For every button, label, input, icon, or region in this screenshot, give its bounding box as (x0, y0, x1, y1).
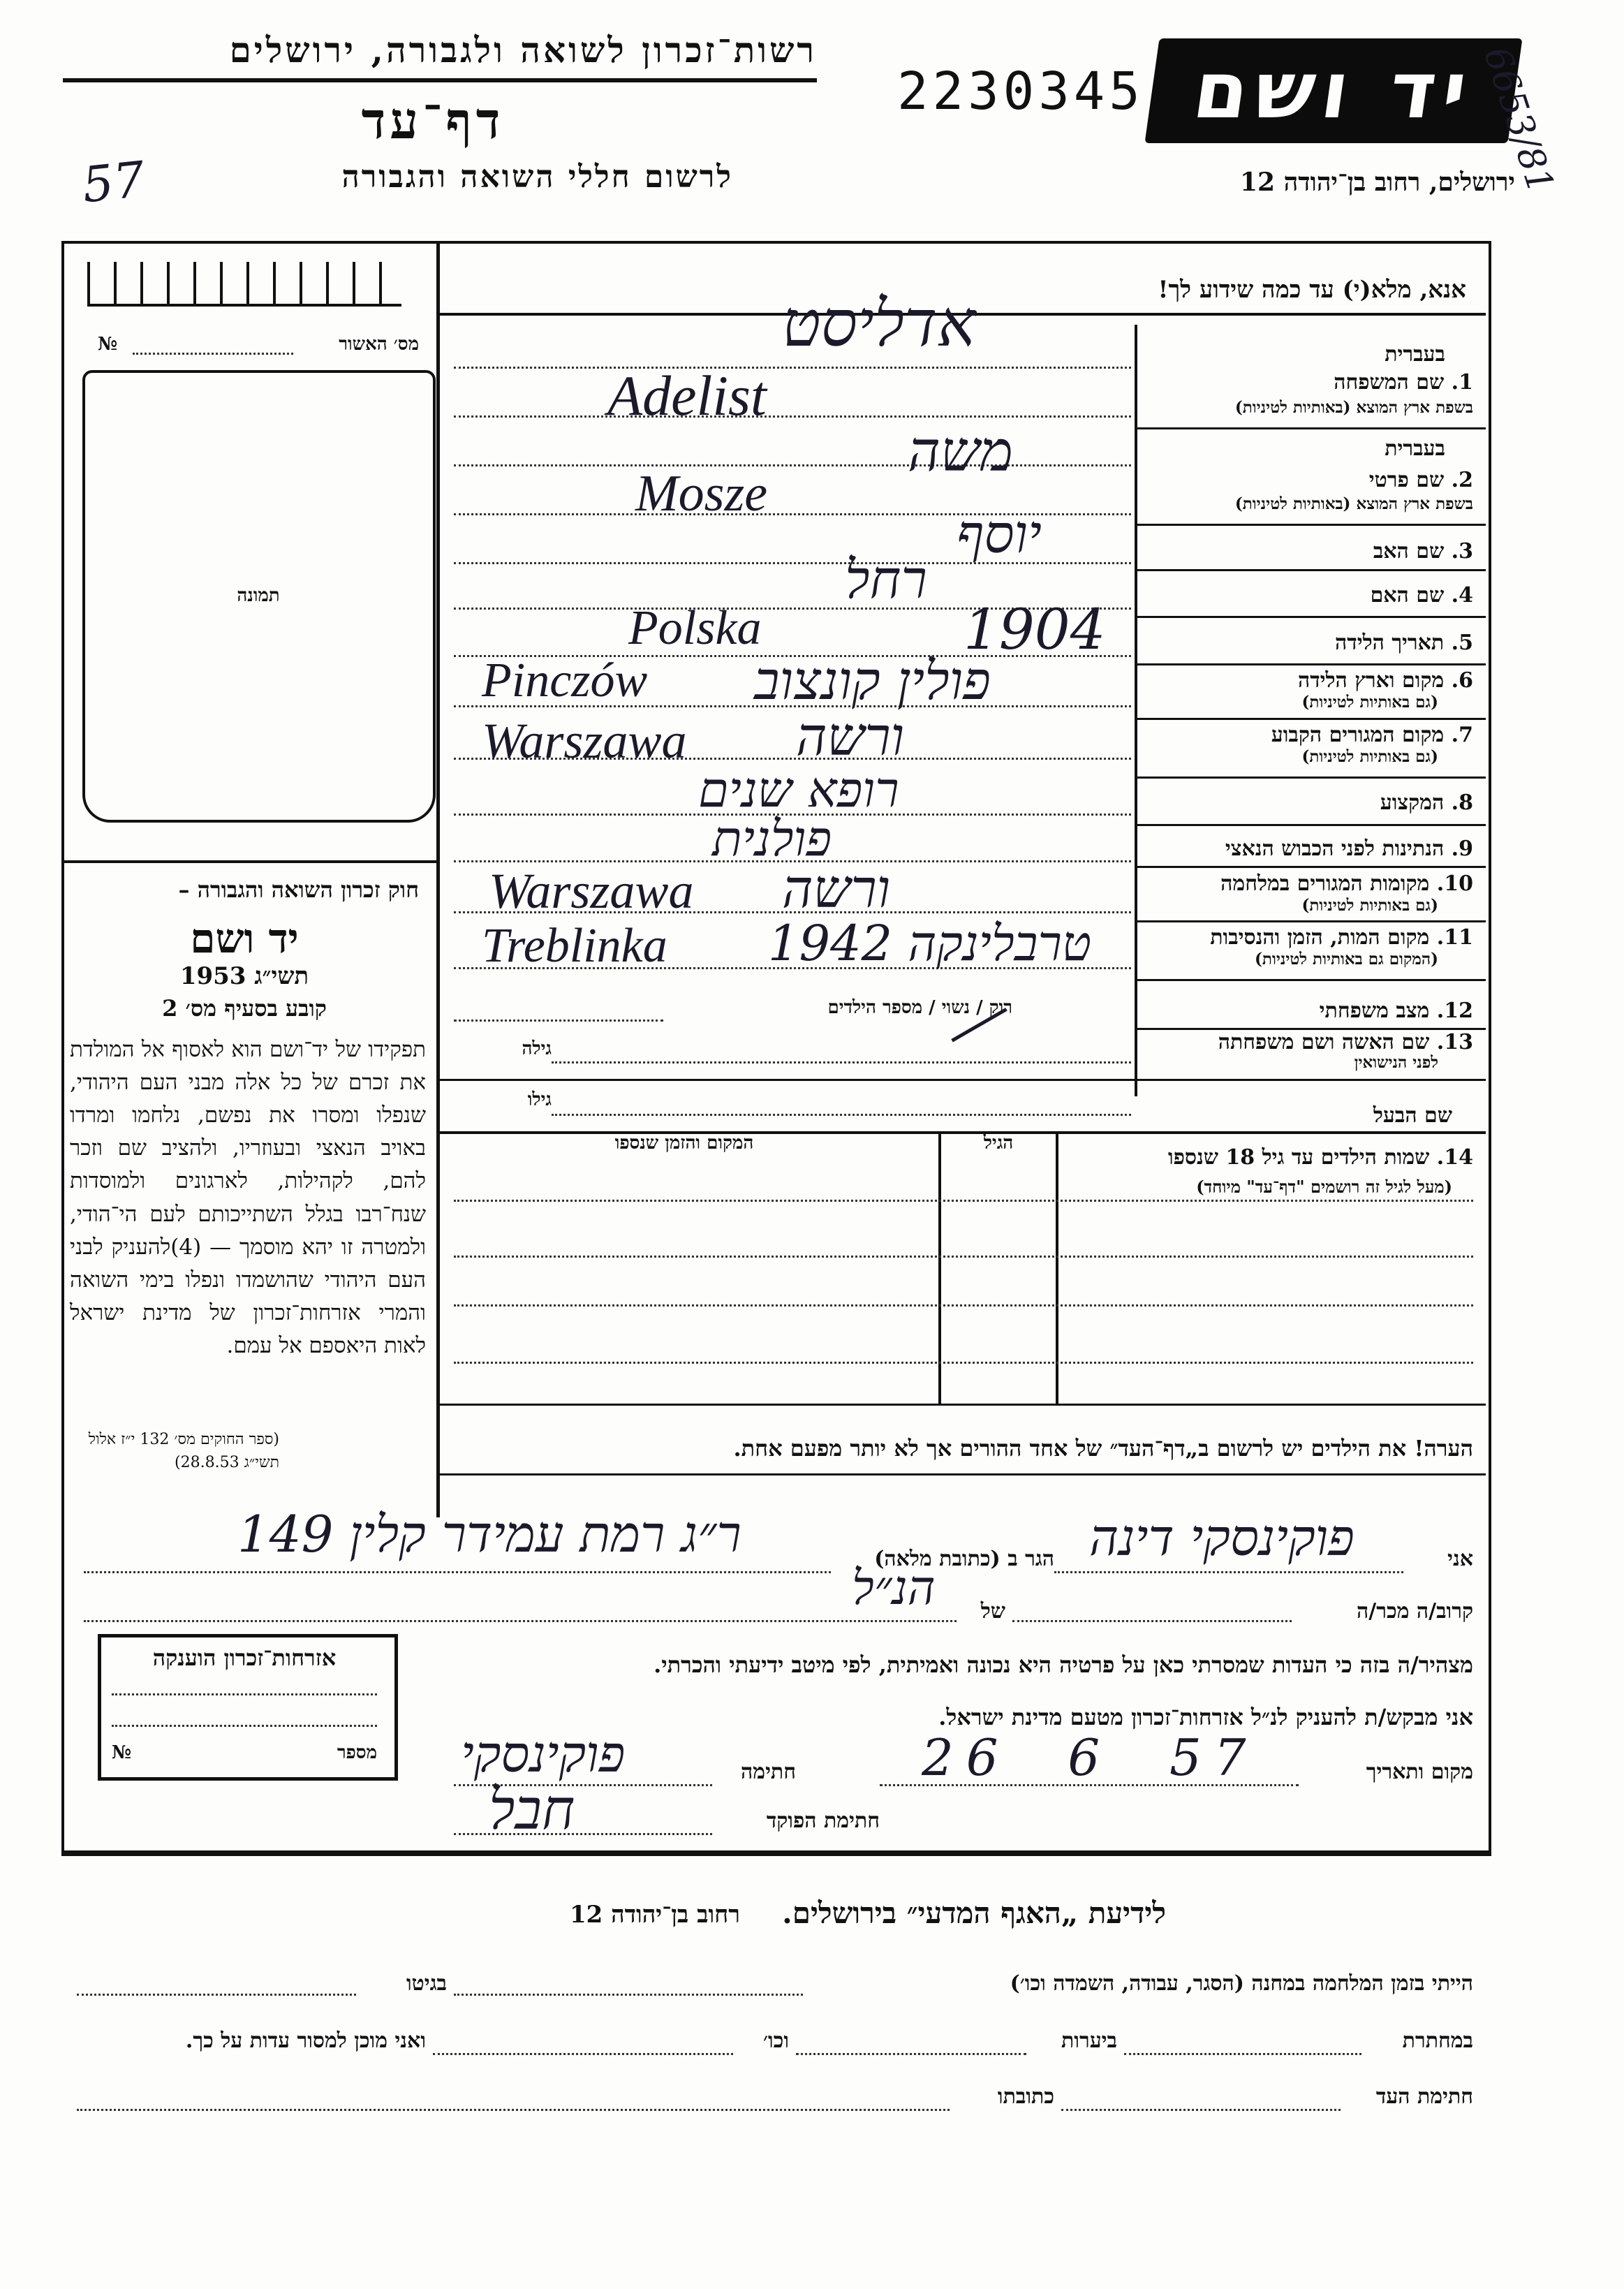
field-3-rule (1137, 569, 1486, 571)
field-6-value-latin: Pinczów (482, 654, 648, 707)
field-10-value-latin: Warszawa (489, 863, 694, 919)
citizenship-number-label: מספר (337, 1742, 377, 1763)
decl-i-label: אני (1447, 1547, 1473, 1571)
children-row-3 (454, 1304, 1473, 1307)
footer-line2-forests (796, 2053, 1026, 2055)
decl-signature-label: חתימה (741, 1760, 796, 1784)
field-6-sub: (גם באותיות לטיניות) (1301, 693, 1438, 712)
children-row-1 (454, 1200, 1473, 1202)
field-4-label: 4. שם האם (1370, 583, 1473, 608)
footer-rule (61, 1850, 1489, 1855)
field-10-value-he: ורשה (782, 858, 891, 920)
children-row-2 (454, 1256, 1473, 1258)
field-2-hebrew-tag: בעברית (1385, 436, 1445, 461)
note-rule (438, 1473, 1486, 1475)
intro-text: אנא, מלא(י) עד כמה שידוע לך! (1158, 276, 1466, 304)
left-note: 57 (79, 150, 148, 214)
decl-living-label: הגר ב (כתובת מלאה) (874, 1547, 1054, 1571)
footer-line3-address (77, 2109, 950, 2111)
header-underline (63, 78, 817, 82)
field-8-rule (1137, 824, 1486, 826)
decl-request: אני מבקש/ת להעניק לנ״ל אזרחות־זכרון מטעם מדינת ישראל. (938, 1704, 1473, 1730)
logo-text: יד ושם (1188, 45, 1479, 136)
wife-name-line (552, 1061, 1131, 1063)
note-text: הערה! את הילדים יש לרשום ב„דף־העד״ של אחד ההורים אך לא יותר מפעם אחת. (733, 1435, 1473, 1462)
field-1-sub: בשפת ארץ המוצא (באותיות לטיניות) (1234, 398, 1473, 417)
field-6-rule (1137, 718, 1486, 720)
decl-name-value: פוקינסקי דינה (1089, 1508, 1354, 1567)
field-7-sub: (גם באותיות לטיניות) (1301, 747, 1438, 766)
field-12-line (454, 1020, 663, 1022)
cert-tick-marks (87, 262, 401, 307)
field-1-label: 1. שם המשפחה (1334, 370, 1473, 395)
footer-line2-b: ביערות (1061, 2029, 1117, 2053)
field-6-label: 6. מקום וארץ הלידה (1297, 668, 1473, 693)
cert-number-line (133, 353, 293, 355)
field-10-sub: (גם באותיות לטיניות) (1301, 896, 1438, 915)
decl-statement: מצהיר/ה בזה כי העדות שמסרתי כאן על פרטיה היא נכונה ואמיתית, לפי מיטב ידיעתי והכרתי. (654, 1651, 1473, 1678)
form-subtitle: לרשום חללי השואה והגבורה (341, 159, 733, 195)
field-1-value-latin: Adelist (607, 364, 767, 427)
footer-line2-c: וכו׳ (763, 2029, 789, 2053)
children-sub: (מעל לגיל זה רושמים "דף־עד" מיוחד) (1196, 1177, 1452, 1197)
footer-line1-b: בגיטו (406, 1971, 447, 1996)
field-9-label: 9. הנתינות לפני הכבוש הנאצי (1225, 837, 1473, 861)
law-clause: קובע בסעיף מס׳ 2 (162, 995, 327, 1022)
decl-name-line (1054, 1571, 1403, 1573)
decl-officer-label: חתימת הפוקד (766, 1809, 880, 1833)
footer-line2-a: במחתרת (1402, 2029, 1473, 2053)
field-2-label: 2. שם פרטי (1368, 468, 1473, 492)
cert-no-symbol: № (98, 334, 118, 355)
children-row-4 (454, 1362, 1473, 1364)
law-box-top-rule (61, 860, 438, 863)
footer-line3-signature (1061, 2109, 1341, 2111)
children-bottom-rule (438, 1404, 1486, 1406)
field-1-value-he: אדליסט (782, 286, 976, 361)
field-7-rule (1137, 777, 1486, 779)
wife-age-label: גילה (522, 1038, 552, 1059)
field-5-rule (1137, 663, 1486, 665)
field-9-rule (1137, 866, 1486, 868)
field-11-sub: (המקום גם באותיות לטיניות) (1255, 950, 1438, 969)
field-11-value-latin: Treblinka (482, 919, 667, 973)
footer-title-a: לידיעת „האגף המדעי״ בירושלים. (782, 1896, 1166, 1930)
law-text: תפקידו של יד־ושם הוא לאסוף אל המולדת את זכרם של כל אלה מבני העם היהודי, שנפלו ומסרו את נפשם, נלחמו ומרדו באויב הנאצי ובעוזריו, ולהציב שם וזכר להם, לקהילות, לארגונים ולמוסדות שנח־רבו בגלל השתייכותם לעם הי־הודי, ולמטרה זו יהא מוסמך — (4)להעניק לבני העם היהודי שהושמדו ונפלו בימי השואה והמרי אזרחות־זכרון של מדינת ישראל לאות היאספם אל עמם. (70, 1037, 427, 1358)
citizenship-line-2 (112, 1725, 377, 1727)
field-7-value-latin: Warszawa (482, 713, 687, 769)
field-12-label: 12. מצב משפחתי (1319, 999, 1473, 1023)
field-1-hebrew-tag: בעברית (1385, 342, 1445, 367)
field-11-value-he: טרבלינקה 1942 (768, 915, 1092, 972)
citizenship-title: אזרחות־זכרון הוענקה (152, 1644, 337, 1671)
col-place-header: המקום והזמן שנספו (614, 1133, 754, 1154)
citizenship-no-symbol: № (112, 1742, 132, 1763)
cert-number-label: מס׳ האשור (339, 334, 419, 355)
field-6-country-latin: Polska (628, 601, 762, 655)
photo-label: תמונה (237, 585, 280, 606)
field-2-value-he: משה (908, 419, 1013, 484)
field-13-label: 13. שם האשה ושם משפחתה (1218, 1030, 1473, 1054)
address: ירושלים, רחוב בן־יהודה 12 (1239, 168, 1515, 197)
left-column-divider (436, 241, 440, 1517)
footer-line1-ghetto (77, 1994, 356, 1996)
husband-age-label: גילו (527, 1089, 552, 1110)
law-title: חוק זכרון השואה והגבורה – (178, 876, 419, 903)
footer-line1-camp (454, 1994, 803, 1996)
husband-name-line (552, 1114, 1131, 1116)
children-divider-label (1056, 1133, 1058, 1405)
decl-address-value: ר״ג רמת עמידר קלין 149 (237, 1505, 741, 1563)
decl-of-label: של (980, 1599, 1005, 1624)
footer-line2-underground (1124, 2053, 1361, 2055)
field-9-value: פולנית (712, 810, 832, 867)
field-13-rule (438, 1079, 1486, 1081)
law-source: (ספר החוקים מס׳ 132 י״ז אלול תשי״ג 28.8.53) (88, 1431, 279, 1471)
decl-address-line (84, 1571, 831, 1573)
serial-number: 2230345 (897, 61, 1144, 122)
field-12-options: רוק / נשוי / מספר הילדים (827, 997, 1012, 1018)
field-1-he-line (454, 367, 1131, 369)
field-4-rule (1137, 616, 1486, 618)
field-2-rule (1137, 524, 1486, 526)
authority-title: רשות־זכרון לשואה ולגבורה, ירושלים (229, 29, 817, 71)
decl-relation-line (1012, 1620, 1292, 1622)
decl-of-line (84, 1620, 957, 1622)
field-2-he-line (454, 464, 1131, 466)
husband-label: שם הבעל (1373, 1103, 1452, 1128)
decl-place-date-value: 26 6 57 (922, 1728, 1259, 1787)
footer-title-b: רחוב בן־יהודה 12 (569, 1901, 740, 1929)
field-7-value-he: ורשה (796, 705, 905, 767)
form-title: דף־עד (361, 91, 505, 150)
decl-officer-signature: חבל (489, 1777, 575, 1842)
decl-place-date-label: מקום ותאריך (1366, 1760, 1473, 1784)
decl-signature-value: פוקינסקי (461, 1725, 626, 1783)
footer-line1-a: הייתי בזמן המלחמה במחנה (הסגר, עבודה, השמדה וכו׳) (1010, 1971, 1473, 1996)
field-11-label: 11. מקום המות, הזמן והנסיבות (1210, 925, 1473, 950)
footer-line3-a: חתימת העד (1375, 2084, 1473, 2109)
field-2-sub: בשפת ארץ המוצא (באותיות לטיניות) (1234, 494, 1473, 513)
footer-line2-etc (433, 2053, 733, 2055)
citizenship-line-1 (112, 1693, 377, 1695)
field-11-rule (1137, 979, 1486, 981)
field-4-value: רחל (845, 548, 927, 610)
field-2-value-latin: Mosze (635, 465, 768, 522)
children-divider-age (938, 1133, 941, 1405)
field-5-value: 1904 (964, 597, 1106, 662)
footer-line2-d: ואני מוכן למסור עדות על כך. (185, 2029, 426, 2053)
field-7-label: 7. מקום המגורים הקבוע (1271, 723, 1473, 747)
decl-relation-value: הנ״ל (852, 1561, 936, 1616)
field-1-rule (1137, 427, 1486, 429)
law-name: יד ושם (190, 915, 299, 962)
field-3-value: יוסף (957, 503, 1042, 565)
field-10-label: 10. מקומות המגורים במלחמה (1220, 871, 1473, 896)
field-13-sub: לפני הנישואין (1354, 1053, 1438, 1072)
field-8-value: רופא שנים (698, 761, 899, 818)
col-age-header: הגיל (983, 1133, 1014, 1154)
footer-line3-b: כתובתו (997, 2084, 1054, 2109)
field-10-rule (1137, 920, 1486, 922)
corner-note: 6653/81 (1475, 42, 1562, 198)
field-1-latin-line (454, 415, 1131, 418)
field-5-label: 5. תאריך הלידה (1335, 631, 1473, 655)
decl-relative-label: קרוב/ה מכר/ה (1357, 1599, 1473, 1624)
law-year: תשי״ג 1953 (179, 962, 309, 990)
field-8-label: 8. המקצוע (1380, 790, 1473, 815)
children-label: 14. שמות הילדים עד גיל 18 שנספו (1167, 1145, 1473, 1170)
yad-vashem-logo (1144, 38, 1522, 143)
field-6-value-he: פולין קונצוב (754, 649, 991, 712)
field-3-label: 3. שם האב (1373, 539, 1473, 564)
